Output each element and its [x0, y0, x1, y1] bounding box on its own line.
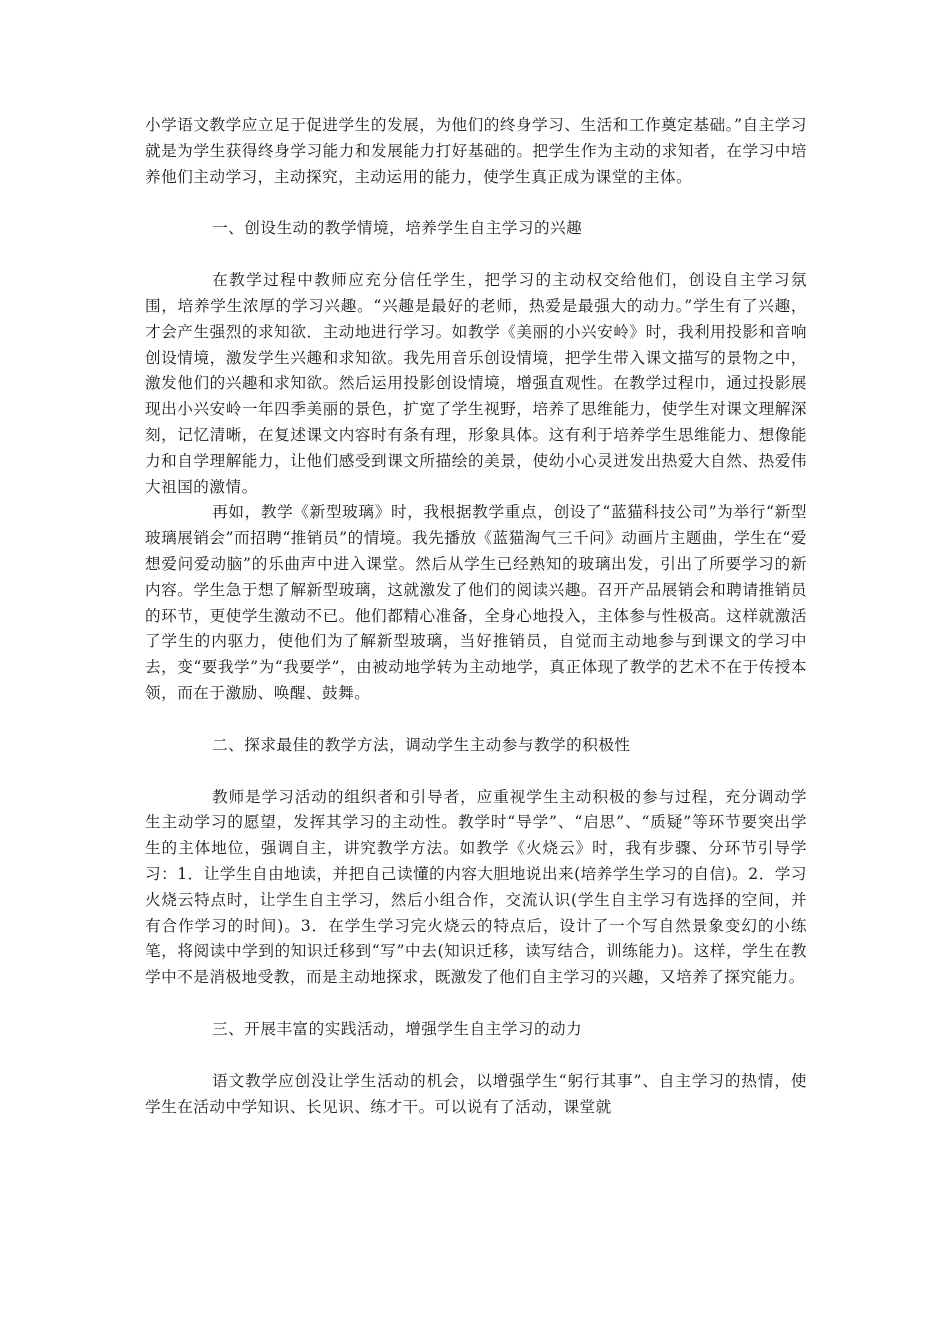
section-heading-2: 二、探求最佳的教学方法，调动学生主动参与教学的积极性 — [212, 735, 631, 754]
document-page — [145, 113, 807, 1120]
section-heading-3: 三、开展丰富的实践活动，增强学生自主学习的动力 — [212, 1019, 583, 1038]
body-paragraph: 再如，教学《新型玻璃》时，我根据教学重点，创设了“蓝猫科技公司”为举行“新型玻璃展销会”而招聘“推销员”的情境。我先播放《蓝猫淘气三千问》动画片主题曲，学生在“爱想爱问爱动脑”的乐曲声中进入课堂。然后从学生已经熟知的玻璃出发，引出了所要学习的新内容。学生急于想了解新型玻璃，这就激发了他们的阅读兴趣。召开产品展销会和聘请推销员的环节，更使学生激动不已。他们都精心准备，全身心地投入，主体参与性极高。这样就激活了学生的内驱力，使他们为了解新型玻璃，当好推销员，自觉而主动地参与到课文的学习中去，变“要我学”为“我要学”，由被动地学转为主动地学，真正体现了教学的艺术不在于传授本领，而在于激励、唤醒、鼓舞。 — [145, 503, 807, 702]
body-paragraph: 教师是学习活动的组织者和引导者，应重视学生主动积极的参与过程，充分调动学生主动学习的愿望，发挥其学习的主动性。教学时“导学”、“启思”、“质疑”等环节要突出学生的主体地位，强调自主，讲究教学方法。如教学《火烧云》时，我有步骤、分环节引导学习：1．让学生自由地读，并把自己读懂的内容大胆地说出来(培养学生学习的自信)。2．学习火烧云特点时，让学生自主学习，然后小组合作，交流认识(学生自主学习有选择的空间，并有合作学习的时间)。3．在学生学习完火烧云的特点后，设计了一个写自然景象变幻的小练笔，将阅读中学到的知识迁移到“写”中去(知识迁移，读写结合，训练能力)。这样，学生在教学中不是消极地受教，而是主动地探求，既激发了他们自主学习的兴趣，又培养了探究能力。 — [145, 787, 807, 987]
section-heading-1: 一、创设生动的教学情境，培养学生自主学习的兴趣 — [212, 219, 583, 238]
intro-paragraph: 小学语文教学应立足于促进学生的发展，为他们的终身学习、生活和工作奠定基础。”自主学习就是为学生获得终身学习能力和发展能力打好基础的。把学生作为主动的求知者，在学习中培养他们主动学习，主动探究，主动运用的能力，使学生真正成为课堂的主体。 — [145, 116, 807, 186]
body-paragraph: 语文教学应创没让学生活动的机会，以增强学生“躬行其事”、自主学习的热情，使学生在活动中学知识、长见识、练才干。可以说有了活动，课堂就 — [145, 1071, 807, 1116]
body-paragraph: 在教学过程中教师应充分信任学生，把学习的主动权交给他们，创设自主学习氛围，培养学生浓厚的学习兴趣。“兴趣是最好的老师，热爱是最强大的动力。”学生有了兴趣，才会产生强烈的求知欲．主动地进行学习。如教学《美丽的小兴安岭》时，我利用投影和音响创设情境，激发学生兴趣和求知欲。我先用音乐创设情境，把学生带入课文描写的景物之中，激发他们的兴趣和求知欲。然后运用投影创设情境，增强直观性。在教学过程巾，通过投影展现出小兴安岭一年四季美丽的景色，扩宽了学生视野，培养了思维能力，使学生对课文理解深刻，记忆清晰，在复述课文内容时有条有理，形象具体。这有利于培养学生思维能力、想像能力和自学理解能力，让他们感受到课文所描绘的美景，使幼小心灵迸发出热爱大自然、热爱伟大祖国的激情。 — [145, 271, 807, 496]
